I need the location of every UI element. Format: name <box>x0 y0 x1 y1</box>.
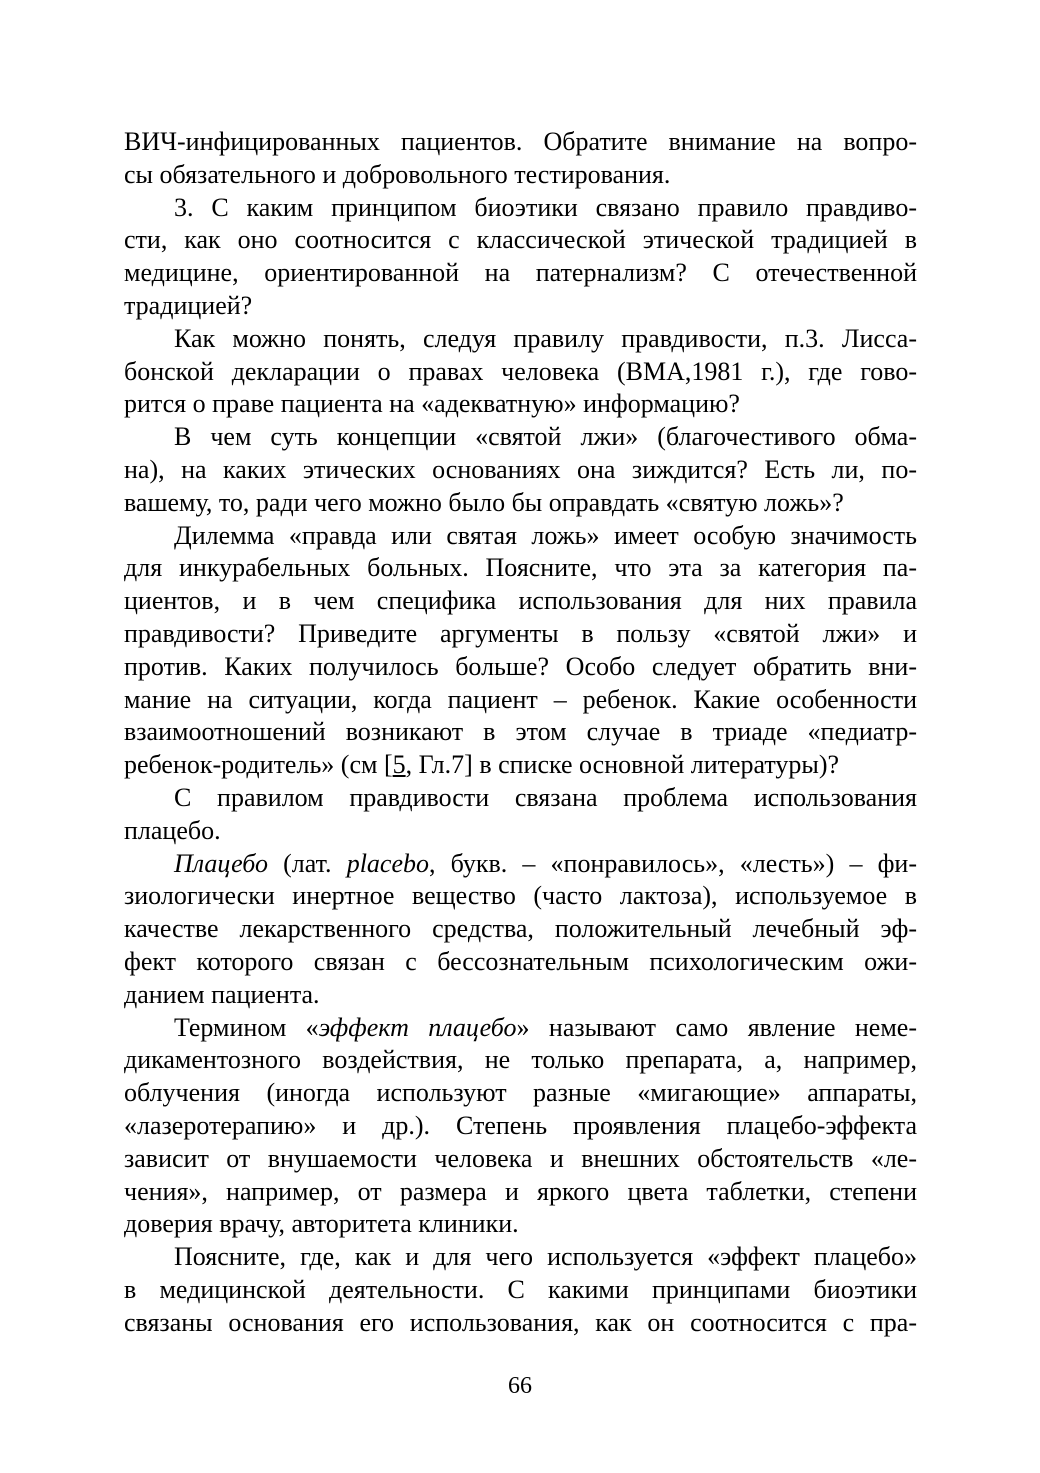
text-line: Поясните, где, как и для чего используется «эффект плацебо» <box>174 1242 917 1272</box>
text-line: Плацебо (лат. placebo, букв. – «понравилось», «лесть») – фи- <box>174 848 917 878</box>
text-line: плацебо. <box>124 815 221 845</box>
text-line: доверия врачу, авторитета клиники. <box>124 1209 519 1239</box>
text-line: данием пациента. <box>124 979 320 1009</box>
text-line: сы обязательного и добровольного тестирования. <box>124 159 671 189</box>
text-line: Термином «эффект плацебо» называют само явление неме- <box>174 1012 917 1042</box>
text-line: зиологически инертное вещество (часто лактоза), используемое в <box>124 881 917 911</box>
text-line: для инкурабельных больных. Поясните, что эта за категория па- <box>124 553 917 583</box>
text-line: против. Каких получилось больше? Особо следует обратить вни- <box>124 651 917 681</box>
text-line: на), на каких этических основаниях она зиждится? Есть ли, по- <box>124 454 917 484</box>
page-number: 66 <box>508 1373 532 1399</box>
text-line: в медицинской деятельности. С какими принципами биоэтики <box>124 1274 917 1304</box>
text-line: ребенок-родитель» (см [5, Гл.7] в списке основной литературы)? <box>124 750 840 780</box>
text-line: «лазеротерапию» и др.). Степень проявления плацебо-эффекта <box>124 1110 917 1140</box>
text-line: медицине, ориентированной на патернализм? С отечественной <box>124 258 917 288</box>
text-line: С правилом правдивости связана проблема использования <box>174 782 917 812</box>
text-line: В чем суть концепции «святой лжи» (благочестивого обма- <box>174 422 917 452</box>
text-line: облучения (иногда используют разные «мигающие» аппараты, <box>124 1078 917 1108</box>
text-line: взаимоотношений возникают в этом случае в триаде «педиатр- <box>124 717 917 747</box>
text-line: вашему, то, ради чего можно было бы оправдать «святую ложь»? <box>124 487 844 517</box>
text-line: качестве лекарственного средства, положительный лечебный эф- <box>124 914 917 944</box>
text-line: зависит от внушаемости человека и внешних обстоятельств «ле- <box>124 1143 917 1173</box>
text-line: сти, как оно соотносится с классической этической традицией в <box>124 225 917 255</box>
text-line: ВИЧ-инфицированных пациентов. Обратите внимание на вопро- <box>124 127 917 156</box>
text-line: рится о праве пациента на «адекватную» информацию? <box>124 389 740 419</box>
text-line: бонской декларации о правах человека (ВМА,1981 г.), где гово- <box>124 356 917 386</box>
text-line: 3. С каким принципом биоэтики связано правило правдиво- <box>174 192 917 222</box>
text-line: Как можно понять, следуя правилу правдивости, п.3. Лисса- <box>174 323 917 353</box>
text-line: Дилемма «правда или святая ложь» имеет особую значимость <box>174 520 917 550</box>
body-text <box>124 126 917 1339</box>
text-line: связаны основания его использования, как он соотносится с пра- <box>124 1307 917 1337</box>
text-line: фект которого связан с бессознательным психологическим ожи- <box>124 946 917 976</box>
text-line: традицией? <box>124 290 253 320</box>
text-line: чения», например, от размера и яркого цвета таблетки, степени <box>124 1176 917 1206</box>
text-line: мание на ситуации, когда пациент – ребенок. Какие особенности <box>124 684 917 714</box>
text-line: циентов, и в чем специфика использования для них правила <box>124 586 917 616</box>
text-line: дикаментозного воздействия, не только препарата, а, например, <box>124 1045 917 1075</box>
text-line: правдивости? Приведите аргументы в пользу «святой лжи» и <box>124 618 917 648</box>
